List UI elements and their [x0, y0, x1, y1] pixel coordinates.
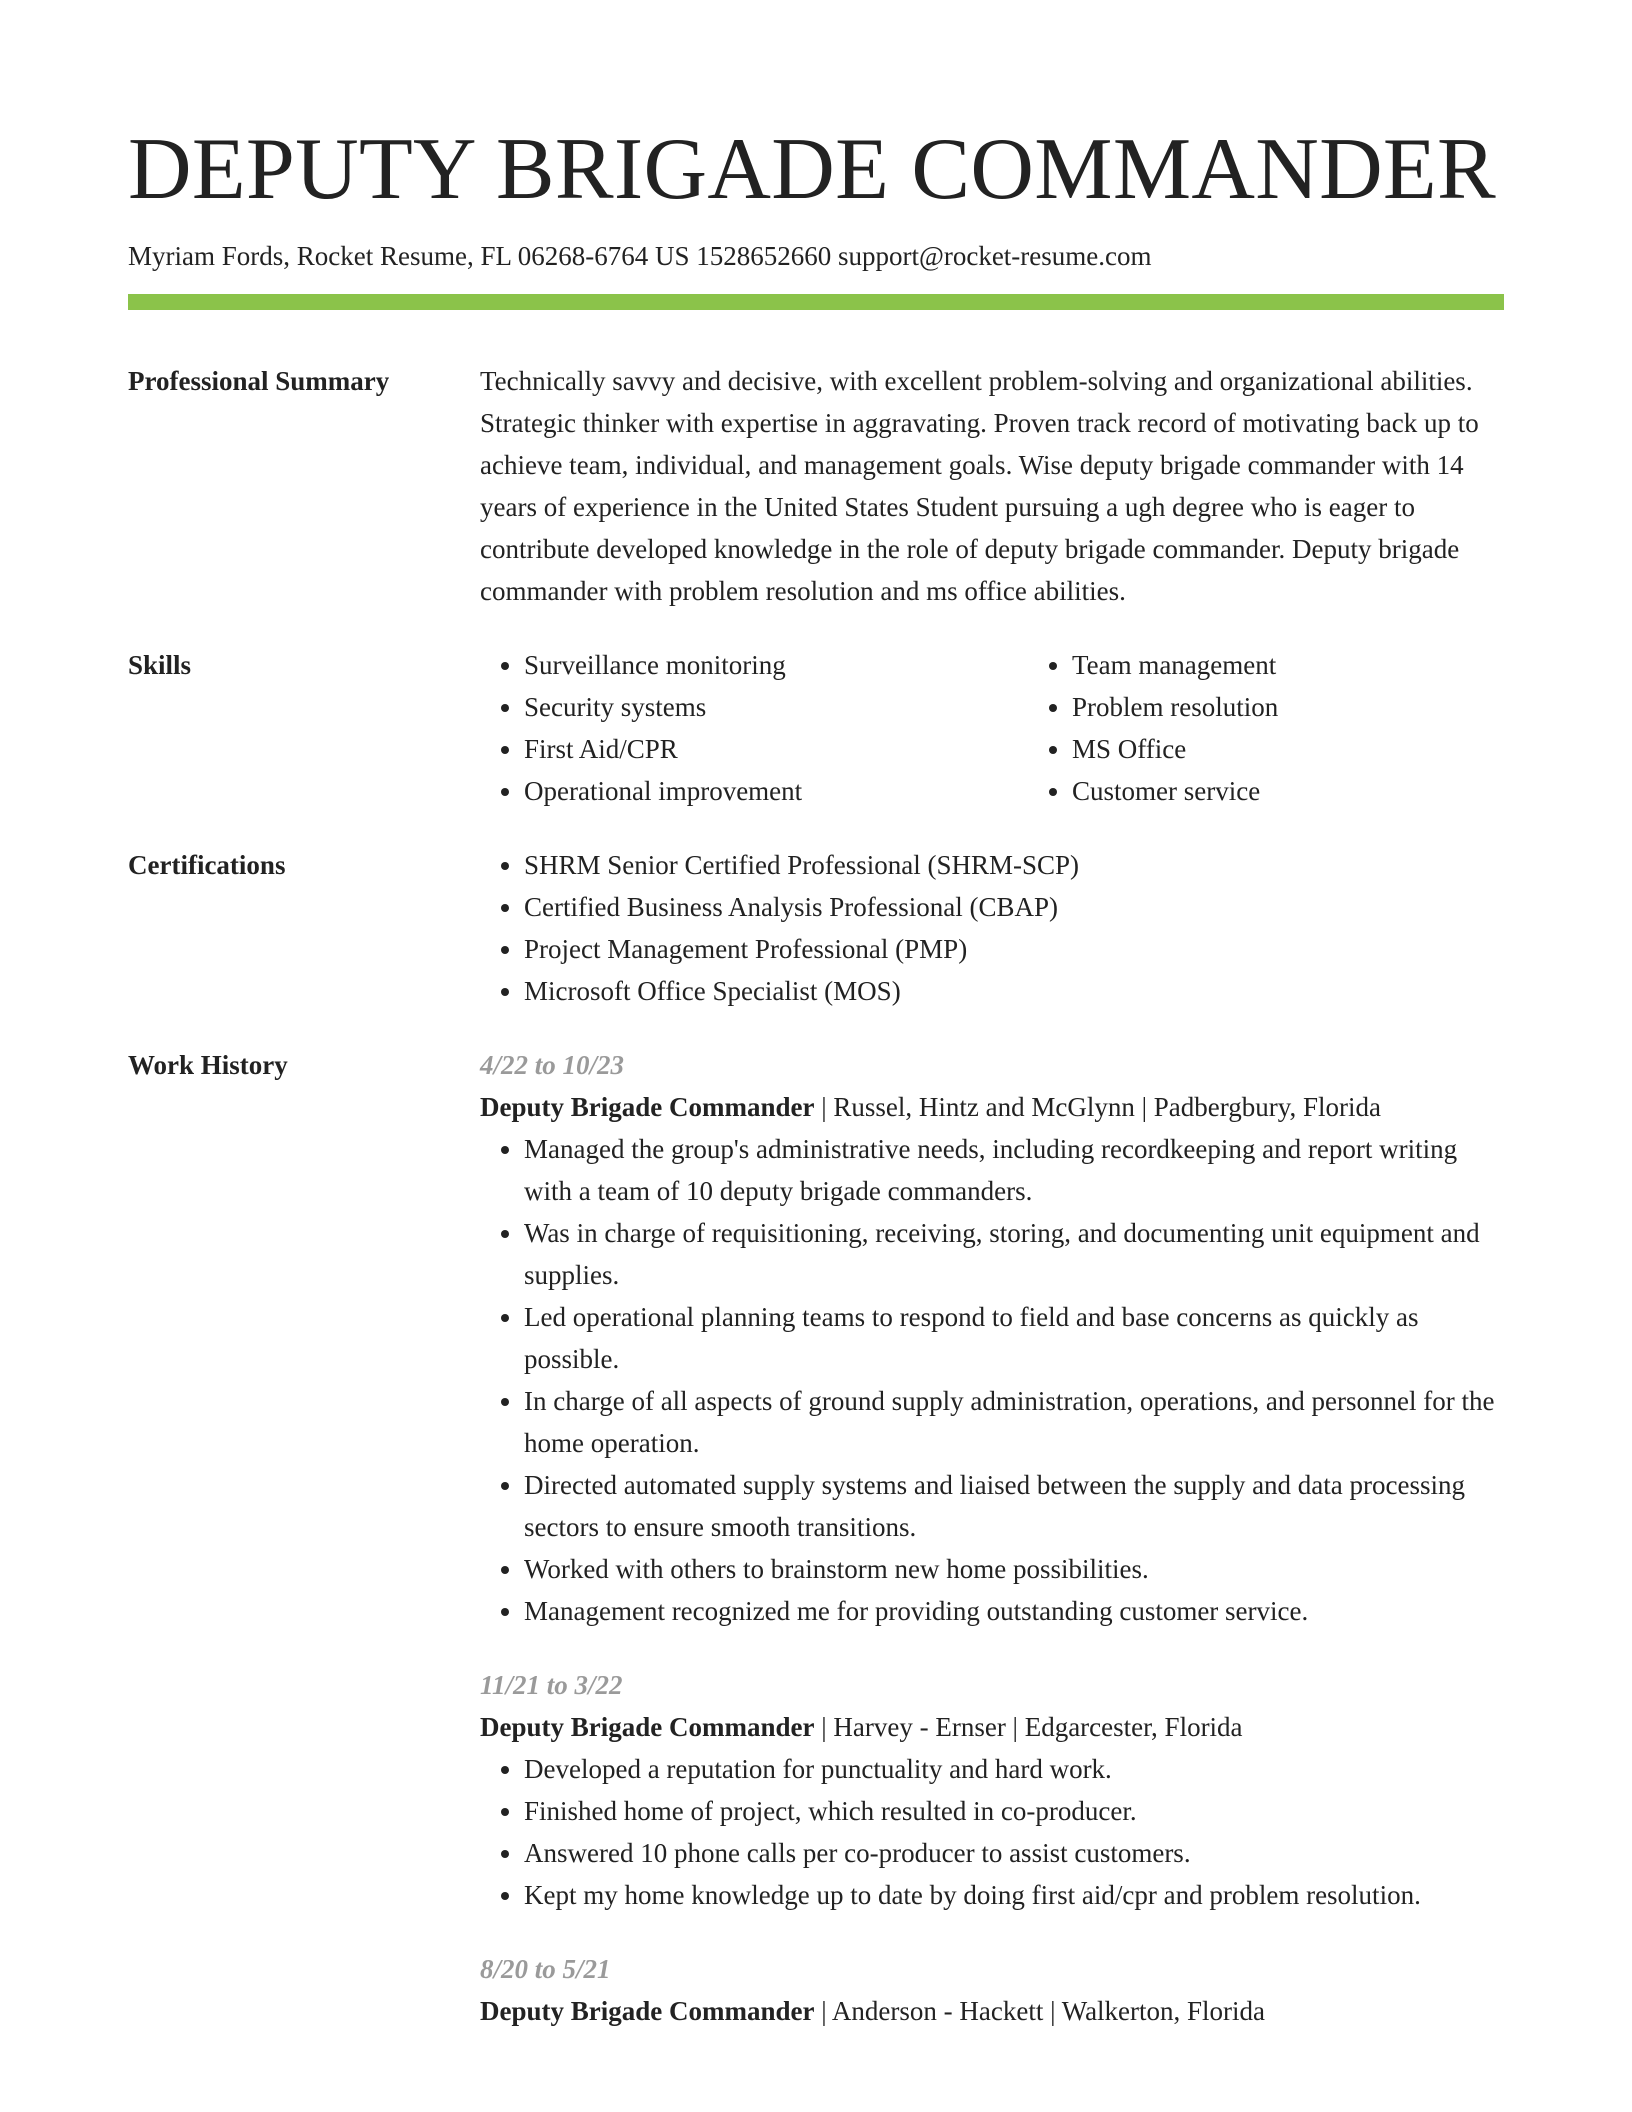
job-duties-list: [480, 1128, 1504, 1632]
skill-item: • First Aid/CPR: [524, 728, 1028, 770]
skills-heading: Skills: [128, 650, 192, 680]
skill-item: • Customer service: [1072, 770, 1576, 812]
job-company-location: | Anderson - Hackett | Walkerton, Florida: [814, 1996, 1266, 2026]
skills-list-right: [1028, 644, 1576, 812]
certification-item: • Microsoft Office Specialist (MOS): [524, 970, 1504, 1012]
skills-list-left: [480, 644, 1028, 812]
skill-item: • Problem resolution: [1072, 686, 1576, 728]
skills-body: [480, 644, 1576, 812]
summary-body: [480, 360, 1504, 612]
resume-title: DEPUTY BRIGADE COMMANDER: [128, 121, 1496, 218]
job-duty-item: • Led operational planning teams to respond to field and base concerns as quickly as possible.: [524, 1296, 1504, 1380]
summary-heading: Professional Summary: [128, 366, 390, 396]
job-duty-item: • Developed a reputation for punctuality and hard work.: [524, 1748, 1504, 1790]
skill-item: • Surveillance monitoring: [524, 644, 1028, 686]
job-title-line: [480, 1990, 1504, 2032]
job-entry: [480, 1044, 1504, 1632]
certifications-body: [480, 844, 1504, 1012]
header-divider: [128, 294, 1504, 310]
job-title-line: [480, 1086, 1504, 1128]
summary-text: Technically savvy and decisive, with excellent problem-solving and organizational abilities. Strategic thinker with expertise in aggravating. Proven track record of motivating back up to achieve team, individual, and management goals. Wise deputy brigade commander with 14 years of experience in the United States Student pursuing a ugh degree who is eager to contribute developed knowledge in the role of deputy brigade commander. Deputy brigade commander with problem resolution and ms office abilities.: [480, 366, 1479, 606]
job-duty-item: • Directed automated supply systems and liaised between the supply and data processing sectors to ensure smooth transitions.: [524, 1464, 1504, 1548]
job-title-line: [480, 1706, 1504, 1748]
job-duty-item: • In charge of all aspects of ground supply administration, operations, and personnel for the home operation.: [524, 1380, 1504, 1464]
certification-item: • Certified Business Analysis Professional (CBAP): [524, 886, 1504, 928]
skills-grid: [480, 644, 1576, 812]
job-duty-item: • Answered 10 phone calls per co-producer to assist customers.: [524, 1832, 1504, 1874]
skill-item: • MS Office: [1072, 728, 1576, 770]
job-company-location: | Russel, Hintz and McGlynn | Padbergbury, Florida: [814, 1092, 1381, 1122]
job-dates: 11/21 to 3/22: [480, 1670, 623, 1700]
skills-section: [128, 644, 1504, 812]
job-entry: [480, 1948, 1504, 2032]
job-dates: 8/20 to 5/21: [480, 1954, 611, 1984]
job-role: Deputy Brigade Commander: [480, 1996, 815, 2026]
certification-item: • Project Management Professional (PMP): [524, 928, 1504, 970]
job-role: Deputy Brigade Commander: [480, 1712, 815, 1742]
job-company-location: | Harvey - Ernser | Edgarcester, Florida: [814, 1712, 1243, 1742]
certification-item: • SHRM Senior Certified Professional (SHRM-SCP): [524, 844, 1504, 886]
job-duty-item: • Worked with others to brainstorm new home possibilities.: [524, 1548, 1504, 1590]
certifications-list: [480, 844, 1504, 1012]
job-duty-item: • Was in charge of requisitioning, receiving, storing, and documenting unit equipment and supplies.: [524, 1212, 1504, 1296]
summary-section: [128, 360, 1504, 612]
resume-page: [128, 0, 1504, 2064]
job-duty-item: • Managed the group's administrative needs, including recordkeeping and report writing with a team of 10 deputy brigade commanders.: [524, 1128, 1504, 1212]
work-history-body: [480, 1044, 1504, 2064]
job-entry: [480, 1664, 1504, 1916]
job-duty-item: • Finished home of project, which resulted in co-producer.: [524, 1790, 1504, 1832]
skill-item: • Security systems: [524, 686, 1028, 728]
skill-item: • Team management: [1072, 644, 1576, 686]
job-dates: 4/22 to 10/23: [480, 1050, 625, 1080]
job-duty-item: • Management recognized me for providing outstanding customer service.: [524, 1590, 1504, 1632]
job-role: Deputy Brigade Commander: [480, 1092, 815, 1122]
certifications-section: [128, 844, 1504, 1012]
job-duty-item: • Kept my home knowledge up to date by doing first aid/cpr and problem resolution.: [524, 1874, 1504, 1916]
work-history-section: [128, 1044, 1504, 2064]
work-history-heading: Work History: [128, 1050, 288, 1080]
certifications-heading: Certifications: [128, 850, 286, 880]
job-duties-list: [480, 1748, 1504, 1916]
contact-info: Myriam Fords, Rocket Resume, FL 06268-6764 US 1528652660 support@rocket-resume.com: [128, 241, 1152, 271]
skill-item: • Operational improvement: [524, 770, 1028, 812]
